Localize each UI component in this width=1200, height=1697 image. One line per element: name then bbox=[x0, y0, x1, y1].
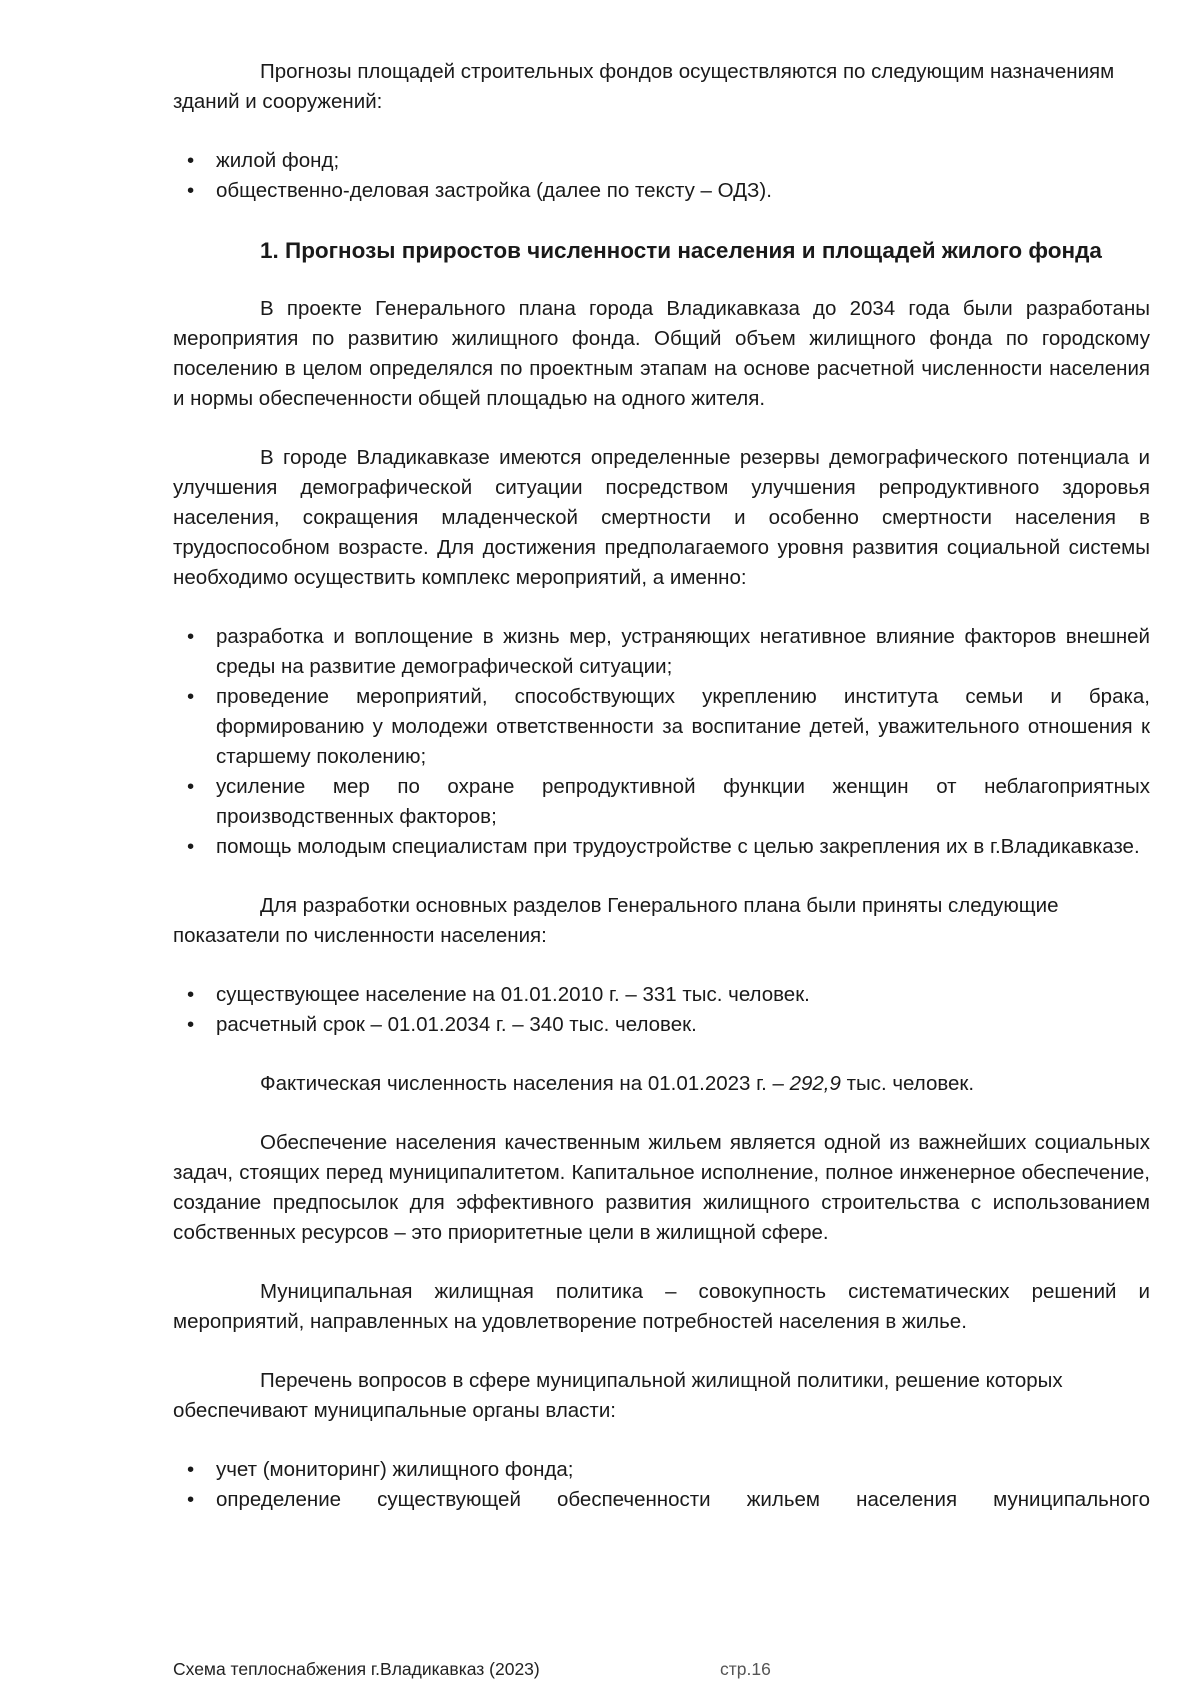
paragraph-general-plan: В проекте Генерального плана города Владикавказа до 2034 года были разработаны мероприятия по развитию жилищного фонда. Общий объем жилищного фонда по городскому поселению в целом определялся по проектным этапам на основе расчетной численности населения и нормы обеспеченности общей площадью на одного жителя. bbox=[173, 297, 1150, 410]
section-heading: 1. Прогнозы приростов численности населения и площадей жилого фонда bbox=[260, 238, 1102, 263]
actual-population-suffix: тыс. человек. bbox=[840, 1072, 975, 1095]
list-item: • разработка и воплощение в жизнь мер, устраняющих негативное влияние факторов внешней среды на развитие демографической ситуации; bbox=[173, 622, 1150, 682]
actual-population-line bbox=[173, 1069, 1150, 1099]
intro-list bbox=[173, 146, 1150, 206]
footer-document-title: Схема теплоснабжения г.Владикавказ (2023) bbox=[173, 1659, 540, 1679]
list-item: • проведение мероприятий, способствующих укреплению института семьи и брака, формированию у молодежи ответственности за воспитание детей, уважительного отношения к старшему поколению; bbox=[173, 682, 1150, 772]
policy-list bbox=[173, 1455, 1150, 1515]
actual-population-prefix: Фактическая численность населения на 01.01.2023 г. – bbox=[260, 1072, 790, 1095]
population-list bbox=[173, 980, 1150, 1040]
list-item: • общественно-деловая застройка (далее по тексту – ОДЗ). bbox=[173, 176, 1150, 206]
paragraph-population-indicators: Для разработки основных разделов Генерального плана были приняты следующие показатели по численности населения: bbox=[173, 894, 1059, 947]
paragraph-demographic-reserves: В городе Владикавказе имеются определенные резервы демографического потенциала и улучшения демографической ситуации посредством улучшения репродуктивного здоровья населения, сокращения младенческой смертности и особенно смертности населения в трудоспособном возрасте. Для достижения предполагаемого уровня развития социальной системы необходимо осуществить комплекс мероприятий, а именно: bbox=[173, 446, 1150, 589]
document-page bbox=[173, 57, 1150, 1515]
list-item: • учет (мониторинг) жилищного фонда; bbox=[173, 1455, 1150, 1485]
measures-list bbox=[173, 622, 1150, 862]
paragraph-housing-policy: Муниципальная жилищная политика – совокупность систематических решений и мероприятий, направленных на удовлетворение потребностей населения в жилье. bbox=[173, 1280, 1150, 1333]
list-item: • определение существующей обеспеченности жильем населения муниципального bbox=[173, 1485, 1150, 1515]
list-item: • расчетный срок – 01.01.2034 г. – 340 тыс. человек. bbox=[173, 1010, 1150, 1040]
paragraph-policy-issues: Перечень вопросов в сфере муниципальной жилищной политики, решение которых обеспечивают муниципальные органы власти: bbox=[173, 1369, 1063, 1422]
footer-page-number: стр.16 bbox=[720, 1659, 771, 1679]
list-item: • помощь молодым специалистам при трудоустройстве с целью закрепления их в г.Владикавказе. bbox=[173, 832, 1150, 862]
list-item: • существующее население на 01.01.2010 г. – 331 тыс. человек. bbox=[173, 980, 1150, 1010]
intro-paragraph: Прогнозы площадей строительных фондов осуществляются по следующим назначениям зданий и сооружений: bbox=[173, 60, 1115, 113]
paragraph-housing-provision: Обеспечение населения качественным жильем является одной из важнейших социальных задач, стоящих перед муниципалитетом. Капитальное исполнение, полное инженерное обеспечение, создание предпосылок для эффективного развития жилищного строительства с использованием собственных ресурсов – это приоритетные цели в жилищной сфере. bbox=[173, 1131, 1150, 1244]
list-item: • жилой фонд; bbox=[173, 146, 1150, 176]
actual-population-value: 292,9 bbox=[789, 1072, 841, 1095]
list-item: • усиление мер по охране репродуктивной функции женщин от неблагоприятных производственных факторов; bbox=[173, 772, 1150, 832]
